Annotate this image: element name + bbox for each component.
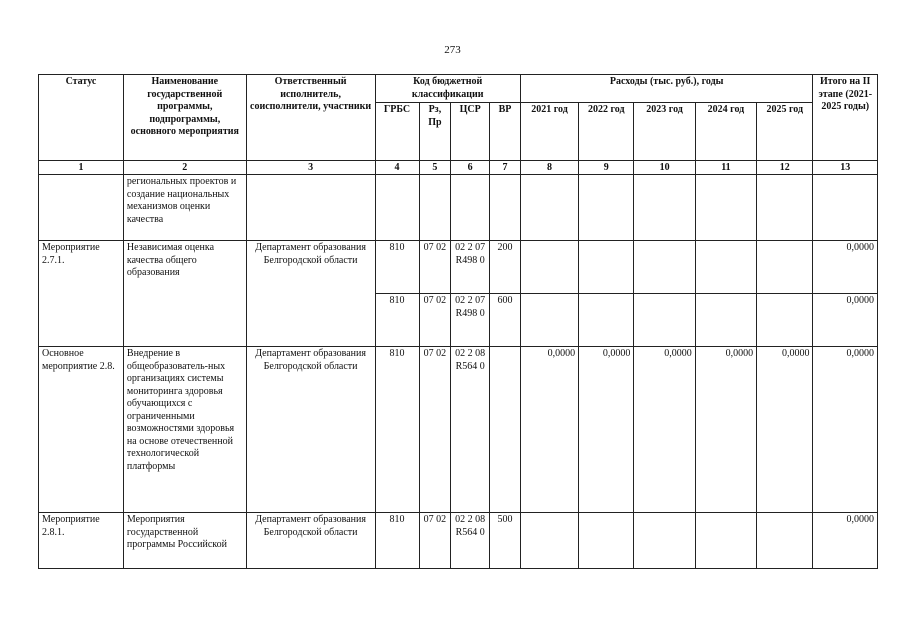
header-status: Статус xyxy=(39,75,124,161)
cell-2024: 0,0000 xyxy=(695,347,756,513)
cell-name: региональных проектов и создание национальных механизмов оценки качества xyxy=(123,175,246,241)
cell-vr: 600 xyxy=(490,294,521,347)
cell-rzpr: 07 02 xyxy=(419,294,451,347)
cell-csr: 02 2 08 R564 0 xyxy=(451,347,490,513)
cell-grbs: 810 xyxy=(375,347,419,513)
budget-table xyxy=(38,74,878,569)
cell-csr: 02 2 07 R498 0 xyxy=(451,241,490,294)
cell-2021: 0,0000 xyxy=(520,347,578,513)
cell-empty xyxy=(695,175,756,241)
cell-2025 xyxy=(757,241,813,294)
cell-name: Внедрение в общеобразователь-ных организациях системы мониторинга здоровья обучающихся с ограниченными возможностями здоровья на основе отечественной технологической платформы xyxy=(123,347,246,513)
column-number: 3 xyxy=(246,161,375,175)
column-number: 5 xyxy=(419,161,451,175)
cell-vr: 500 xyxy=(490,513,521,569)
column-number: 7 xyxy=(490,161,521,175)
cell-2022: 0,0000 xyxy=(579,347,634,513)
header-grbs: ГРБС xyxy=(375,103,419,161)
column-number: 2 xyxy=(123,161,246,175)
table-row-2-7-1-a xyxy=(39,241,878,294)
cell-empty xyxy=(757,175,813,241)
cell-2021 xyxy=(520,513,578,569)
cell-empty xyxy=(419,175,451,241)
cell-csr: 02 2 07 R498 0 xyxy=(451,294,490,347)
cell-2023: 0,0000 xyxy=(634,347,695,513)
header-budget-code: Код бюджетной классификации xyxy=(375,75,520,103)
cell-rzpr: 07 02 xyxy=(419,513,451,569)
cell-empty xyxy=(520,175,578,241)
cell-status xyxy=(39,175,124,241)
cell-rzpr: 07 02 xyxy=(419,241,451,294)
cell-name: Независимая оценка качества общего образования xyxy=(123,241,246,347)
cell-2024 xyxy=(695,513,756,569)
cell-status: Мероприятие 2.8.1. xyxy=(39,513,124,569)
cell-2022 xyxy=(579,241,634,294)
cell-total: 0,0000 xyxy=(813,294,878,347)
cell-empty xyxy=(375,175,419,241)
table-row-2-8 xyxy=(39,347,878,513)
cell-grbs: 810 xyxy=(375,294,419,347)
cell-grbs: 810 xyxy=(375,513,419,569)
cell-empty xyxy=(634,175,695,241)
cell-2021 xyxy=(520,294,578,347)
column-number: 12 xyxy=(757,161,813,175)
page-number: 273 xyxy=(444,44,461,56)
cell-2023 xyxy=(634,513,695,569)
cell-vr: 200 xyxy=(490,241,521,294)
header-total: Итого на II этапе (2021-2025 годы) xyxy=(813,75,878,161)
cell-2021 xyxy=(520,241,578,294)
cell-empty xyxy=(451,175,490,241)
cell-2024 xyxy=(695,294,756,347)
cell-grbs: 810 xyxy=(375,241,419,294)
header-2022: 2022 год xyxy=(579,103,634,161)
header-2023: 2023 год xyxy=(634,103,695,161)
header-expenses: Расходы (тыс. руб.), годы xyxy=(520,75,813,103)
header-2025: 2025 год xyxy=(757,103,813,161)
table-row-2-8-1 xyxy=(39,513,878,569)
cell-name: Мероприятия государственной программы Российской xyxy=(123,513,246,569)
header-responsible: Ответственный исполнитель, соисполнители, участники xyxy=(246,75,375,161)
cell-responsible xyxy=(246,175,375,241)
cell-total: 0,0000 xyxy=(813,347,878,513)
cell-empty xyxy=(490,175,521,241)
column-number: 6 xyxy=(451,161,490,175)
cell-empty xyxy=(579,175,634,241)
cell-status: Основное мероприятие 2.8. xyxy=(39,347,124,513)
cell-responsible: Департамент образования Белгородской области xyxy=(246,513,375,569)
cell-2022 xyxy=(579,513,634,569)
cell-2025 xyxy=(757,294,813,347)
column-number: 9 xyxy=(579,161,634,175)
cell-2025 xyxy=(757,513,813,569)
cell-rzpr: 07 02 xyxy=(419,347,451,513)
cell-total: 0,0000 xyxy=(813,241,878,294)
cell-status: Мероприятие 2.7.1. xyxy=(39,241,124,347)
cell-2022 xyxy=(579,294,634,347)
column-number: 10 xyxy=(634,161,695,175)
column-number: 4 xyxy=(375,161,419,175)
cell-2024 xyxy=(695,241,756,294)
header-name: Наименование государственной программы, подпрограммы, основного мероприятия xyxy=(123,75,246,161)
header-csr: ЦСР xyxy=(451,103,490,161)
header-2024: 2024 год xyxy=(695,103,756,161)
cell-csr: 02 2 08 R564 0 xyxy=(451,513,490,569)
cell-vr xyxy=(490,347,521,513)
column-number: 13 xyxy=(813,161,878,175)
cell-2025: 0,0000 xyxy=(757,347,813,513)
header-vr: ВР xyxy=(490,103,521,161)
cell-2023 xyxy=(634,241,695,294)
table-row-continuation xyxy=(39,175,878,241)
column-number: 1 xyxy=(39,161,124,175)
cell-total: 0,0000 xyxy=(813,513,878,569)
header-rzpr: Рз, Пр xyxy=(419,103,451,161)
cell-empty xyxy=(813,175,878,241)
cell-responsible: Департамент образования Белгородской области xyxy=(246,241,375,347)
cell-2023 xyxy=(634,294,695,347)
column-number: 11 xyxy=(695,161,756,175)
column-number-row xyxy=(39,161,878,175)
header-2021: 2021 год xyxy=(520,103,578,161)
header-row xyxy=(39,75,878,103)
cell-responsible: Департамент образования Белгородской области xyxy=(246,347,375,513)
column-number: 8 xyxy=(520,161,578,175)
